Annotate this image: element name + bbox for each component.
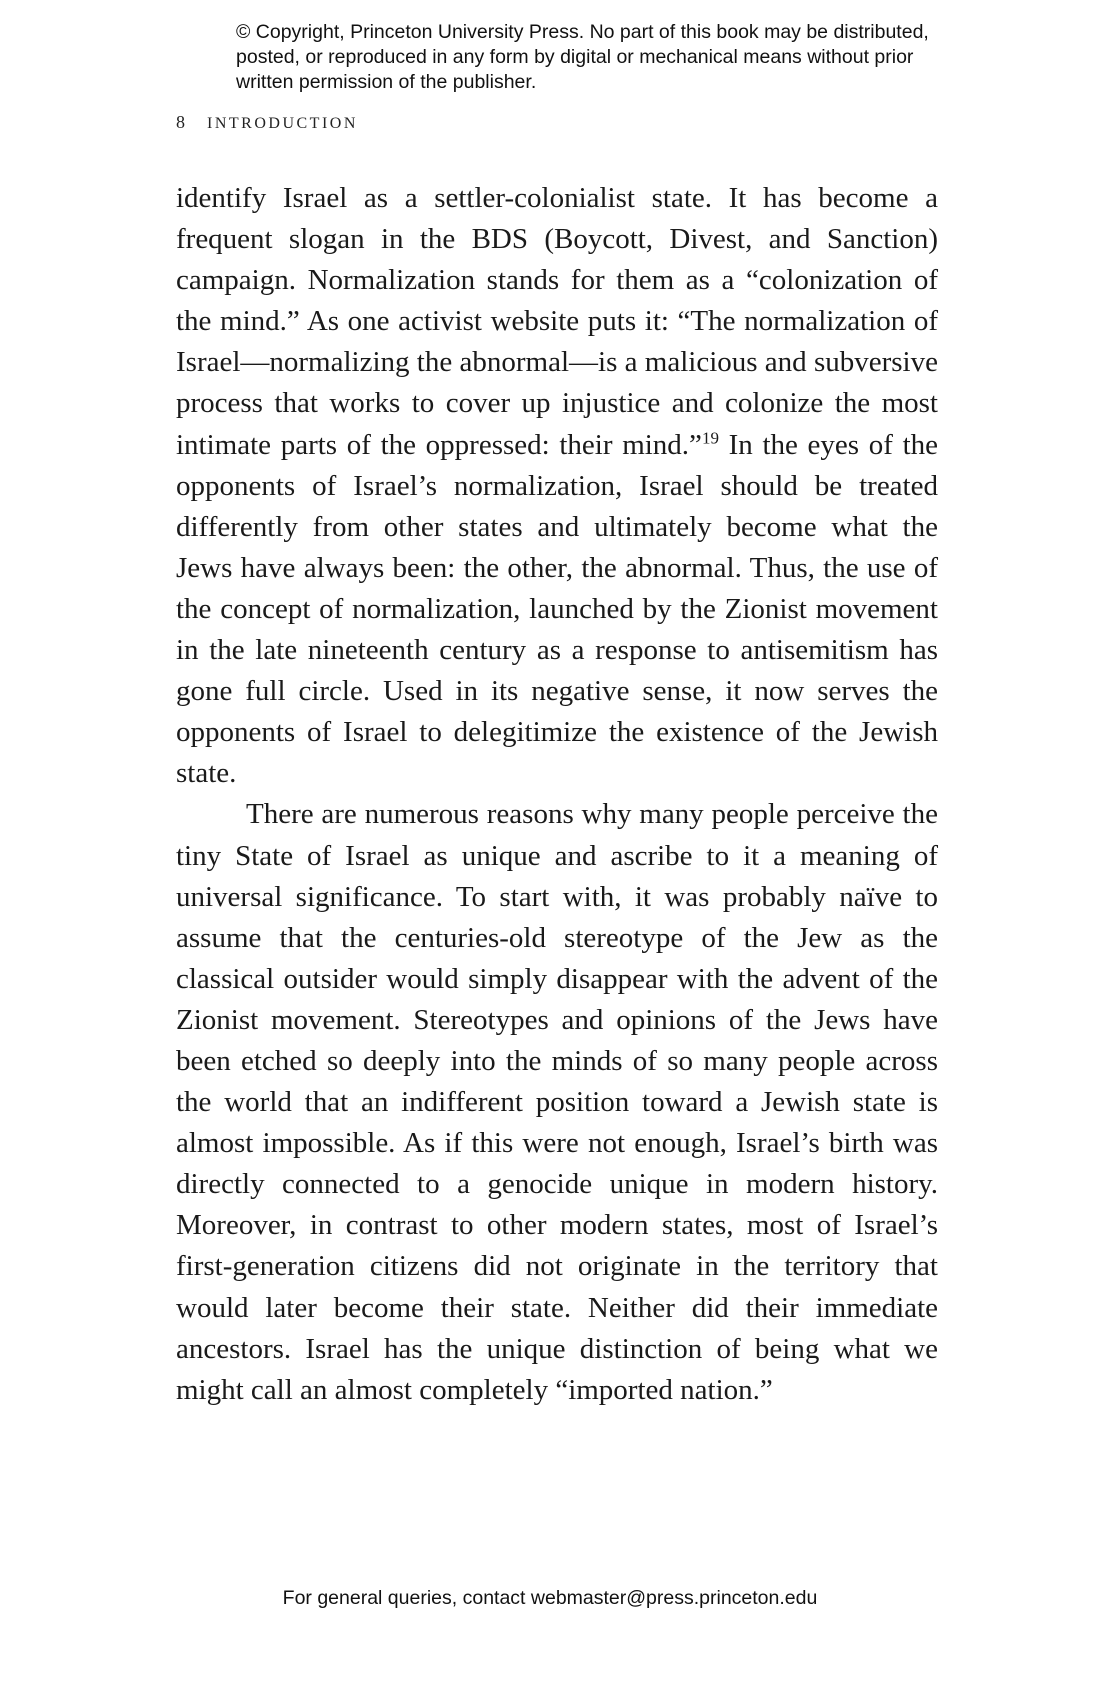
paragraph-1-text-b: In the eyes of the opponents of Israel’s normalization, Israel should be treated differently from other states and ultimately become what the Jews have always been: the other, the abnormal. Thus, the use of the concept of normalization, launched by the Zionist movement in the late nineteenth century as a response to antisemitism has gone full circle. Used in its negative sense, it now serves the opponents of Israel to delegitimize the existence of the Jewish state.	[176, 428, 938, 790]
paragraph-1	[176, 178, 938, 794]
footer-contact: For general queries, contact webmaster@press.princeton.edu	[282, 1587, 818, 1609]
page-number: 8	[176, 112, 185, 132]
body-text	[176, 178, 938, 1411]
paragraph-2: There are numerous reasons why many people perceive the tiny State of Israel as unique and ascribe to it a meaning of universal significance. To start with, it was probably naïve to assume that the centuries-old stereotype of the Jew as the classical outsider would simply disappear with the advent of the Zionist movement. Stereotypes and opinions of the Jews have been etched so deeply into the minds of so many people across the world that an indifferent position toward a Jewish state is almost impossible. As if this were not enough, Israel’s birth was directly connected to a genocide unique in modern history. Moreover, in contrast to other modern states, most of Israel’s first-generation citizens did not originate in the territory that would later become their state. Neither did their immediate ancestors. Israel has the unique distinction of being what we might call an almost completely “imported nation.”	[176, 798, 938, 1406]
footnote-reference[interactable]: 19	[701, 427, 719, 447]
running-head	[176, 112, 358, 133]
copyright-notice: © Copyright, Princeton University Press. No part of this book may be distributed, posted, or reproduced in any form by digital or mechanical means without prior written permission of the publisher.	[236, 21, 929, 93]
section-title: INTRODUCTION	[207, 115, 358, 132]
paragraph-1-text-a: identify Israel as a settler-colonialist state. It has become a frequent slogan in the BDS (Boycott, Divest, and Sanction) campaign. Normalization stands for them as a “colonization of the mind.” As one activist website puts it: “The normalization of Israel—normalizing the abnormal—is a malicious and subversive process that works to cover up injustice and colonize the most intimate parts of the oppressed: their mind.”	[176, 182, 938, 461]
